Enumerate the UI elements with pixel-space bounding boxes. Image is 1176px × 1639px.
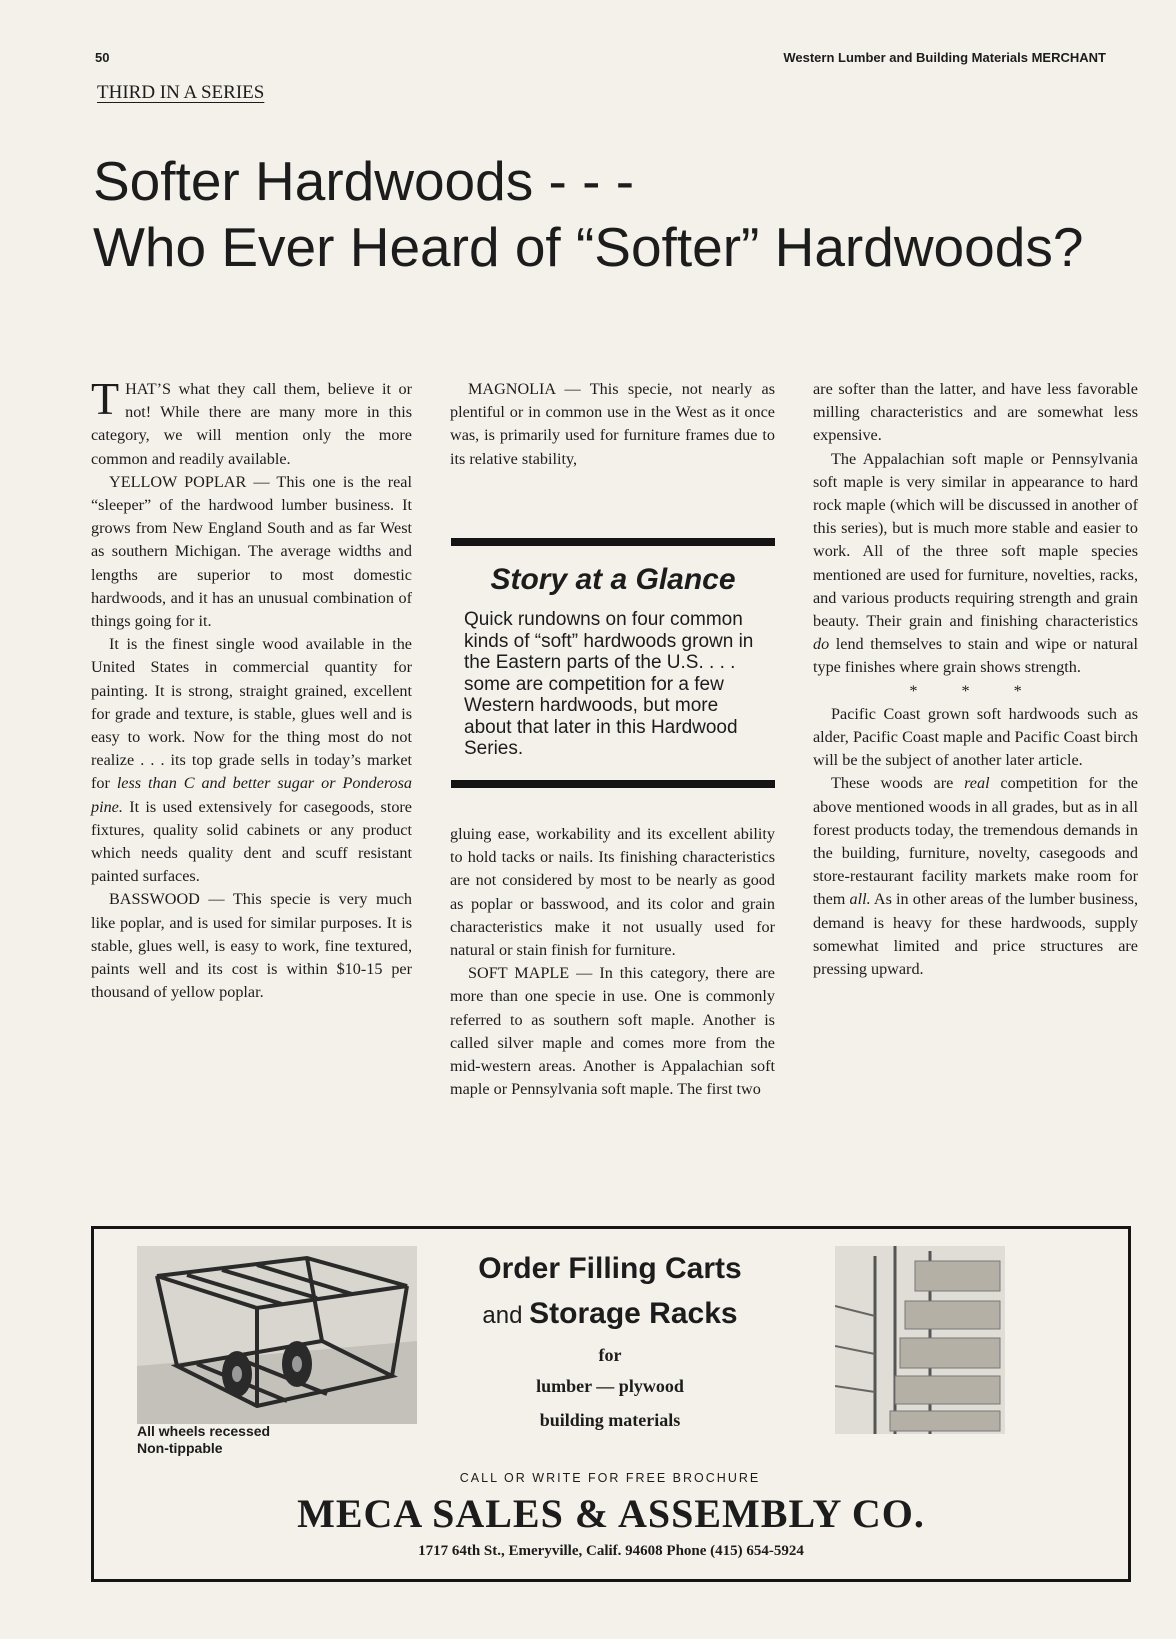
running-head: Western Lumber and Building Materials MERCHANT (783, 50, 1106, 65)
column-3 (813, 378, 1138, 981)
glance-body: Quick rundowns on four common kinds of “soft” hardwoods grown in the Eastern parts of the U.S. . . . some are competition for a few Western hardwoods, but more about that later in this Hardwood Series. (464, 609, 754, 759)
storage-rack-photo (835, 1246, 1005, 1434)
magnolia-paragraph: MAGNOLIA — This specie, not nearly as plentiful or in common use in the West as it once was, is primarily used for furniture frames due to its relative stability, (450, 380, 775, 468)
glance-bottom-rule (451, 780, 775, 788)
ad-call-to-action: CALL OR WRITE FOR FREE BROCHURE (459, 1471, 761, 1485)
yellow-poplar-paragraph: YELLOW POPLAR — This one is the real “sleeper” of the hardwood lumber business. It grows from New England South and as far West as southern Michigan. The average widths and lengths are superior to most domestic hardwoods, and it has an unusual combination of things going for it. (91, 472, 412, 631)
appalachian-maple-paragraph: The Appalachian soft maple or Pennsylvania soft maple is very similar in appearance to hard rock maple (which will be discussed in another of this series), but is much more stable and easier to work. All of the three soft maple species mentioned are used for furniture, novelties, racks, and various products requiring strength and grain beauty. Their grain and finishing characteristics do lend themselves to stain and wipe or natural type finishes where grain shows strength. (813, 449, 1138, 677)
ad-address: 1717 64th St., Emeryville, Calif. 94608 Phone (415) 654-5924 (418, 1543, 804, 1559)
basswood-paragraph: BASSWOOD — This specie is very much like poplar, and is used for similar purposes. It is stable, glues well, is easy to work, fine textured, paints well and its cost is within $10-15 per thousand of yellow poplar. (91, 890, 412, 1002)
ad-for: for (598, 1345, 622, 1365)
column-2-top (450, 378, 775, 471)
ad-materials-line: building materials (539, 1410, 681, 1430)
page-number: 50 (95, 50, 110, 65)
ad-products-line: lumber — plywood (536, 1376, 684, 1396)
title-line-2: Who Ever Heard of “Softer” Hardwoods? (93, 216, 1084, 278)
glance-top-rule (451, 538, 775, 546)
glance-heading: Story at a Glance (490, 563, 736, 596)
competition-paragraph: These woods are real competition for the above mentioned woods in all grades, but as in all forest products today, the tremendous demands in the building, furniture, novelty, casegoods and store-restaurant facility markets make room for them all. As in other areas of the lumber business, demand is heavy for these hardwoods, supply somewhat limited and price structures are pressing upward. (813, 774, 1138, 979)
ad-subheadline: and Storage Racks (482, 1297, 738, 1330)
cart-photo (137, 1246, 417, 1424)
series-label: THIRD IN A SERIES (97, 82, 265, 103)
soft-maple-continued-paragraph: are softer than the latter, and have less favorable milling characteristics and are somewhat less expensive. (813, 380, 1138, 445)
intro-paragraph: THAT’S what they call them, believe it or not! While there are many more in this category, we will mention only the more common and readily available. (91, 373, 412, 468)
cart-caption: All wheels recessed Non-tippable (137, 1423, 271, 1456)
column-1 (91, 373, 413, 1004)
article-title (93, 148, 1083, 280)
soft-maple-paragraph: SOFT MAPLE — In this category, there are more than one specie in use. One is commonly referred to as southern soft maple. Another is called silver maple and comes more from the mid-western areas. Another is Appalachian soft maple or Pennsylvania soft maple. The first two (450, 964, 775, 1099)
drop-cap: T (91, 373, 120, 424)
column-2-bottom (450, 823, 775, 1101)
section-break-stars: * * * (909, 681, 1042, 700)
magnolia-continued-paragraph: gluing ease, workability and its excellent ability to hold tacks or nails. Its finishing characteristics are not considered by most to be nearly as good as poplar or basswood, and its color and grain characteristics make it not usually used for natural or stain finish for furniture. (450, 825, 775, 960)
title-line-1: Softer Hardwoods - - - (93, 150, 635, 212)
ad-headline: Order Filling Carts (478, 1252, 742, 1285)
poplar-detail-paragraph: It is the finest single wood available in the United States in commercial quantity for painting. It is strong, straight grained, excellent for grade and texture, is stable, glues well and is easy to work. Now for the thing most do not realize . . . its top grade sells in today’s market for less than C and better sugar or Ponderosa pine. It is used extensively for casegoods, store fixtures, quality solid cabinets or any product which needs quality dent and scuff resistant painted surfaces. (91, 635, 413, 886)
pacific-coast-paragraph: Pacific Coast grown soft hardwoods such as alder, Pacific Coast maple and Pacific Coast birch will be the subject of another later article. (813, 704, 1138, 770)
ad-company-name: MECA SALES & ASSEMBLY CO. (297, 1491, 925, 1536)
